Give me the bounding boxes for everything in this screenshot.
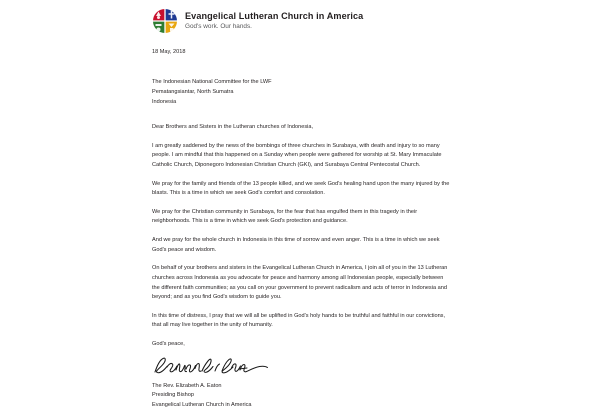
signer-name: The Rev. Elizabeth A. Eaton [152, 382, 222, 389]
salutation: Dear Brothers and Sisters in the Lutheran churches of Indonesia, [152, 124, 314, 131]
letterhead [152, 8, 363, 34]
signature-image [152, 354, 452, 380]
organization-name: Evangelical Lutheran Church in America [185, 10, 364, 21]
closing-line: God's peace, [152, 340, 185, 347]
letter-paragraph: In this time of distress, I pray that we will all be uplifted in God's holy hands to be truthful and faithful in our convictions, that all may live together in the unity of humanity. [152, 312, 446, 329]
letter-paragraph: I am greatly saddened by the news of the bombings of three churches in Surabaya, with death and injury to so many people. I am mindful that this happened on a Sunday when people were gathered for worship at St. Mary Immaculate Catholic Church, Diponegoro Indonesian Christian Church (GKI), and Surabaya Central Pentecostal Church. [152, 142, 442, 169]
letter-paragraph: And we pray for the whole church in Indonesia in this time of sorrow and even anger. This is a time in which we seek God's peace and wisdom. [152, 237, 440, 253]
signer-block [152, 382, 452, 410]
signer-organization: Evangelical Lutheran Church in America [152, 401, 252, 408]
elca-seal-logo-icon [152, 8, 178, 34]
recipient-line: Indonesia [152, 98, 177, 105]
letter-body [152, 48, 452, 410]
letter-paragraph: We pray for the Christian community in Surabaya, for the fear that has engulfed them in this tragedy in their neighborhoods. This is a time in which we seek God's protection and guidance. [152, 208, 418, 225]
organization-tagline: God's work. Our hands. [185, 22, 252, 30]
signer-title: Presiding Bishop [152, 392, 194, 399]
recipient-address [152, 78, 452, 107]
recipient-line: Pematangsiantar, North Sumatra [152, 89, 234, 95]
letter-paragraph: On behalf of your brothers and sisters in the Evangelical Lutheran Church in America, I join all of you in the 13 Lutheran churches across Indonesia as you advocate for peace and harmony among all Indonesian people, especially between the different faith communities; as you call on your government to prevent radicalism and acts of terror in Indonesia and beyond; and as you find God's wisdom to guide you. [152, 265, 448, 301]
letter-paragraph: We pray for the family and friends of the 13 people killed, and we seek God's healing hand upon the many injured by the blasts. This is a time in which we seek God's comfort and consolation. [152, 180, 450, 197]
recipient-line: The Indonesian National Committee for the LWF [152, 79, 272, 86]
letter-date: 18 May, 2018 [152, 49, 186, 55]
brand-text-block [185, 12, 363, 31]
